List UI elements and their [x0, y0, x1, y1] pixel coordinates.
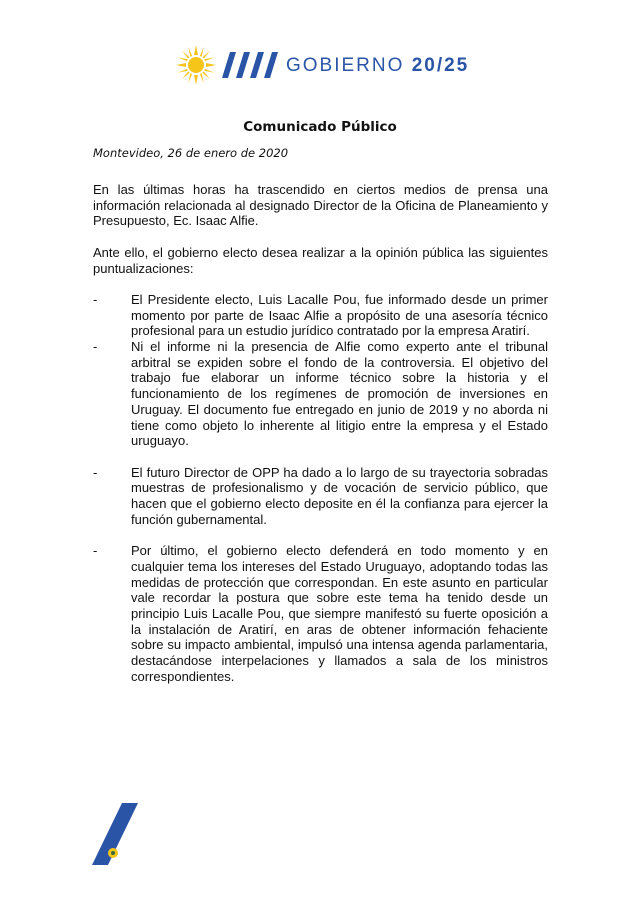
document-body	[93, 182, 548, 684]
bullet-marker: -	[93, 291, 98, 307]
intro-paragraph: En las últimas horas ha trascendido en ciertos medios de prensa una información relacionada al designado Director de la Oficina de Planeamiento y Presupuesto, Ec. Isaac Alfie.	[93, 182, 548, 229]
page-title: Comunicado Público	[243, 119, 397, 135]
list-item-text: El futuro Director de OPP ha dado a lo largo de su trayectoria sobradas muestras de profesionalismo y de vocación de servicio público, que hacen que el gobierno electo deposite en él la confianza para ejercer la función gubernamental.	[131, 464, 548, 527]
list-item-text: Por último, el gobierno electo defenderá en todo momento y en cualquier tema los intereses del Estado Uruguayo, adoptando todas las medidas de protección que correspondan. En este asunto en particular vale recordar la postura que sobre este tema ha tenido desde un principio Luis Lacalle Pou, que siempre manifestó su fuerte oposición a la instalación de Aratirí, en aras de obtener información fehaciente sobre su impacto ambiental, impulsó una intensa agenda parlamentaria, destacándose interpelaciones y llamados a sala de los ministros correspondientes.	[131, 543, 548, 684]
list-item-text: Ni el informe ni la presencia de Alfie como experto ante el tribunal arbitral se expiden sobre el fondo de la controversia. El objetivo del trabajo fue elaborar un informe técnico sobre la historia y el funcionamiento de los regímenes de promoción de inversiones en Uruguay. El documento fue entregado en junio de 2019 y no aborda ni tiene como objeto lo inherente al litigio entre la empresa y el Estado uruguayo.	[131, 339, 548, 449]
bullet-list	[93, 292, 548, 685]
list-item-text: El Presidente electo, Luis Lacalle Pou, fue informado desde un primer momento por parte de Isaac Alfie a propósito de una asesoría técnico profesional para un estudio jurídico contratado por la empresa Aratirí.	[131, 291, 548, 339]
dateline: Montevideo, 26 de enero de 2020	[93, 146, 289, 160]
list-item	[93, 465, 548, 528]
bullet-marker: -	[93, 464, 98, 480]
list-item	[93, 292, 548, 339]
bullet-marker: -	[93, 543, 98, 559]
list-item	[93, 339, 548, 449]
logo-year: 20/25	[411, 54, 470, 76]
sun-icon	[176, 45, 216, 85]
list-item	[93, 543, 548, 684]
logo-name: GOBIERNO	[286, 54, 405, 76]
stripes-icon	[222, 52, 278, 78]
logo-wordmark	[286, 56, 469, 75]
bullet-marker: -	[93, 339, 98, 354]
footer-stripe-emblem	[92, 803, 140, 865]
intro-paragraph: Ante ello, el gobierno electo desea realizar a la opinión pública las siguientes puntualizaciones:	[93, 244, 548, 276]
government-logo	[176, 45, 469, 85]
